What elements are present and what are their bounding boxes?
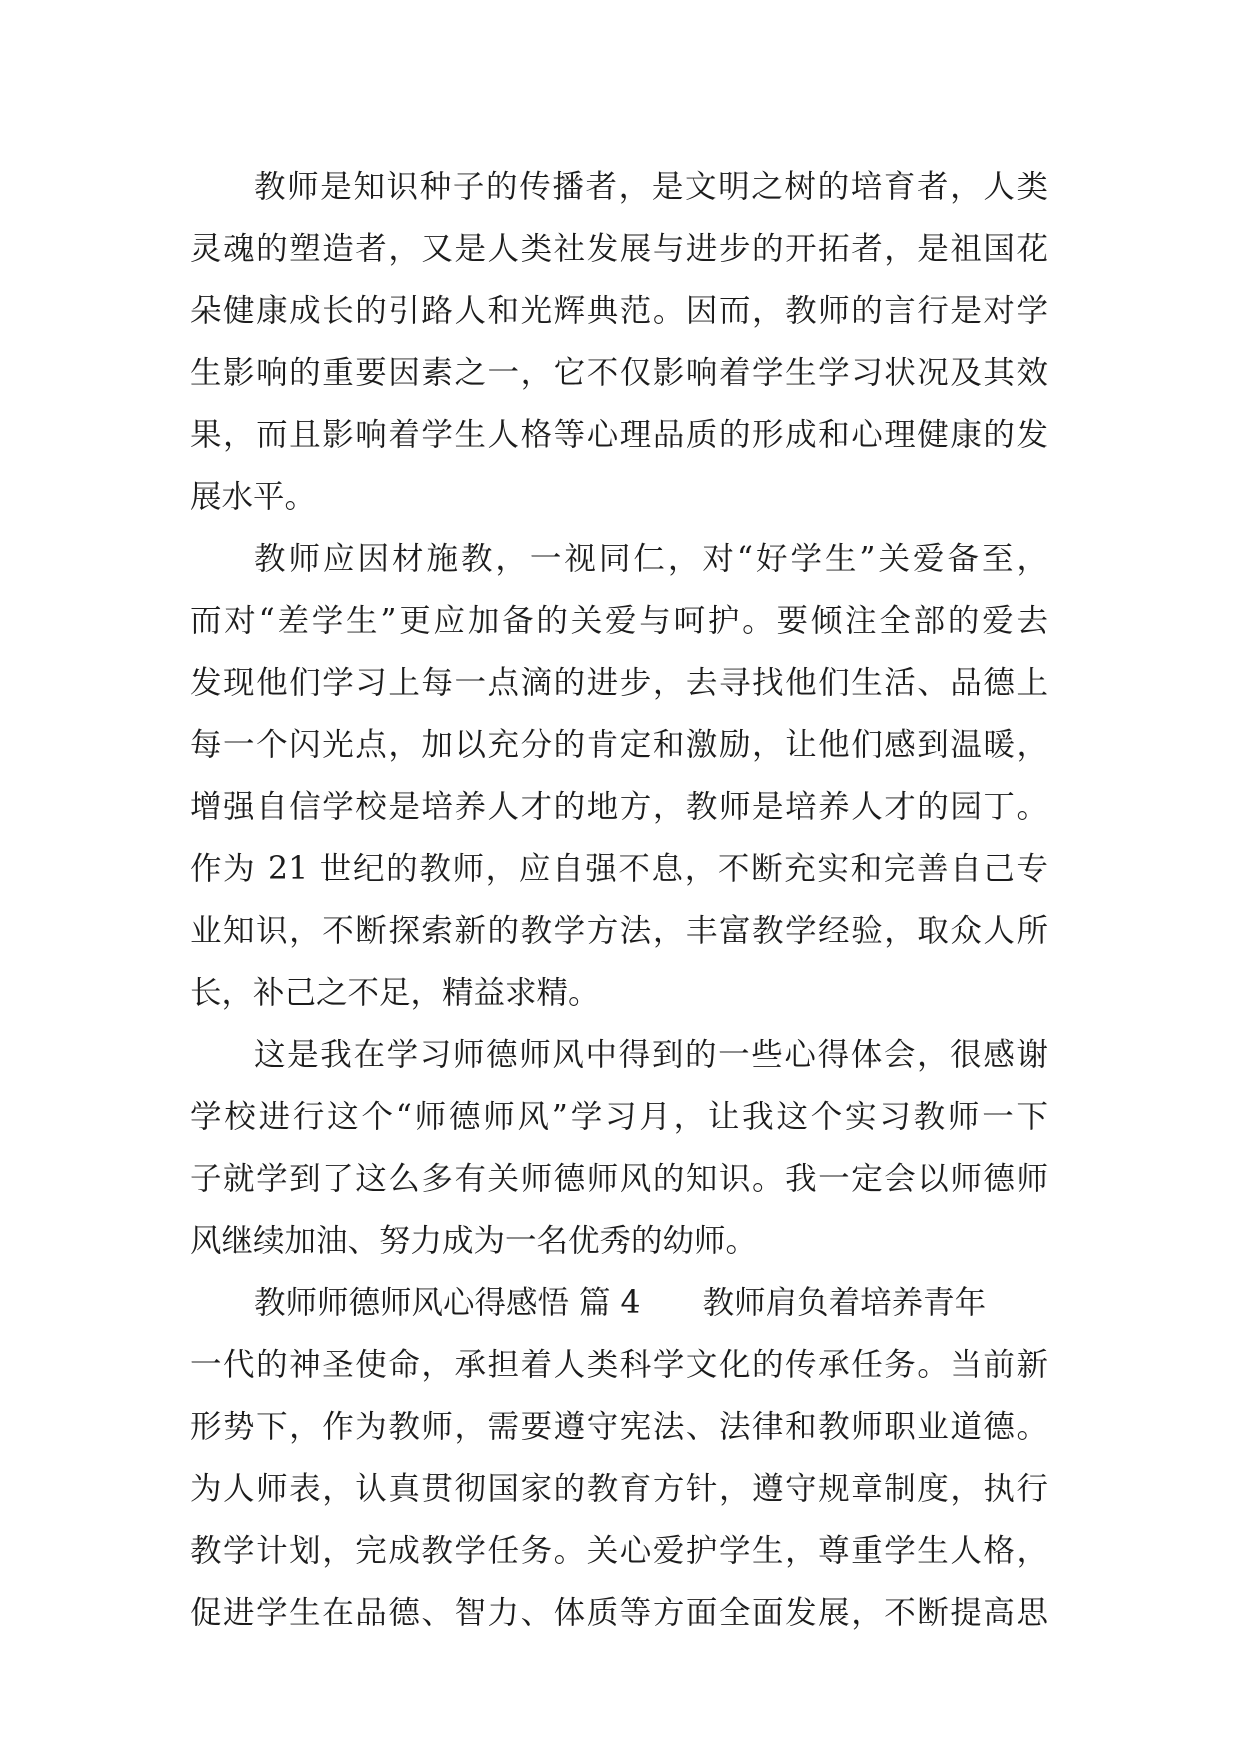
section-heading: 教师师德师风心得感悟 篇 4 — [254, 1285, 641, 1321]
paragraph-4-line-2: 一代的神圣使命，承担着人类科学文化的传承任务。当前新 — [190, 1347, 1048, 1383]
paragraph-4-line-6: 促进学生在品德、智力、体质等方面全面发展，不断提高思 — [190, 1595, 1048, 1631]
paragraph-1-line-4: 生影响的重要因素之一，它不仅影响着学生学习状况及其效 — [190, 355, 1048, 391]
paragraph-2-line-8: 长，补己之不足，精益求精。 — [190, 975, 600, 1011]
paragraph-2-line-2: 而对“差学生”更应加备的关爱与呵护。要倾注全部的爱去 — [190, 603, 1048, 639]
paragraph-2-line-3: 发现他们学习上每一点滴的进步，去寻找他们生活、品德上 — [190, 665, 1048, 701]
paragraph-1-line-2: 灵魂的塑造者，又是人类社发展与进步的开拓者，是祖国花 — [190, 231, 1048, 267]
paragraph-3-line-2: 学校进行这个“师德师风”学习月，让我这个实习教师一下 — [190, 1099, 1048, 1135]
paragraph-3-line-3: 子就学到了这么多有关师德师风的知识。我一定会以师德师 — [190, 1161, 1048, 1197]
paragraph-2-line-4: 每一个闪光点，加以充分的肯定和激励，让他们感到温暖， — [190, 727, 1048, 763]
paragraph-1-line-3: 朵健康成长的引路人和光辉典范。因而，教师的言行是对学 — [190, 293, 1048, 329]
paragraph-2-line-5: 增强自信学校是培养人才的地方，教师是培养人才的园丁。 — [190, 789, 1048, 825]
paragraph-2-line-6: 作为 21 世纪的教师，应自强不息，不断充实和完善自己专 — [190, 851, 1048, 887]
paragraph-3-line-4: 风继续加油、努力成为一名优秀的幼师。 — [190, 1223, 758, 1259]
paragraph-2-line-7: 业知识，不断探索新的教学方法，丰富教学经验，取众人所 — [190, 913, 1048, 949]
paragraph-4-line-1 — [254, 1272, 1048, 1334]
paragraph-4-line-3: 形势下，作为教师，需要遵守宪法、法律和教师职业道德。 — [190, 1409, 1048, 1445]
paragraph-1-line-1: 教师是知识种子的传播者，是文明之树的培育者，人类 — [254, 169, 1048, 205]
paragraph-1-line-5: 果，而且影响着学生人格等心理品质的形成和心理健康的发 — [190, 417, 1048, 453]
paragraph-3-line-1: 这是我在学习师德师风中得到的一些心得体会，很感谢 — [254, 1037, 1048, 1073]
paragraph-2-line-1: 教师应因材施教，一视同仁，对“好学生”关爱备至， — [254, 541, 1048, 577]
paragraph-4-line-5: 教学计划，完成教学任务。关心爱护学生，尊重学生人格， — [190, 1533, 1048, 1569]
paragraph-4-line-4: 为人师表，认真贯彻国家的教育方针，遵守规章制度，执行 — [190, 1471, 1048, 1507]
paragraph-1-line-6: 展水平。 — [190, 479, 317, 515]
paragraph-4-line-1-text: 教师肩负着培养青年 — [702, 1285, 987, 1321]
